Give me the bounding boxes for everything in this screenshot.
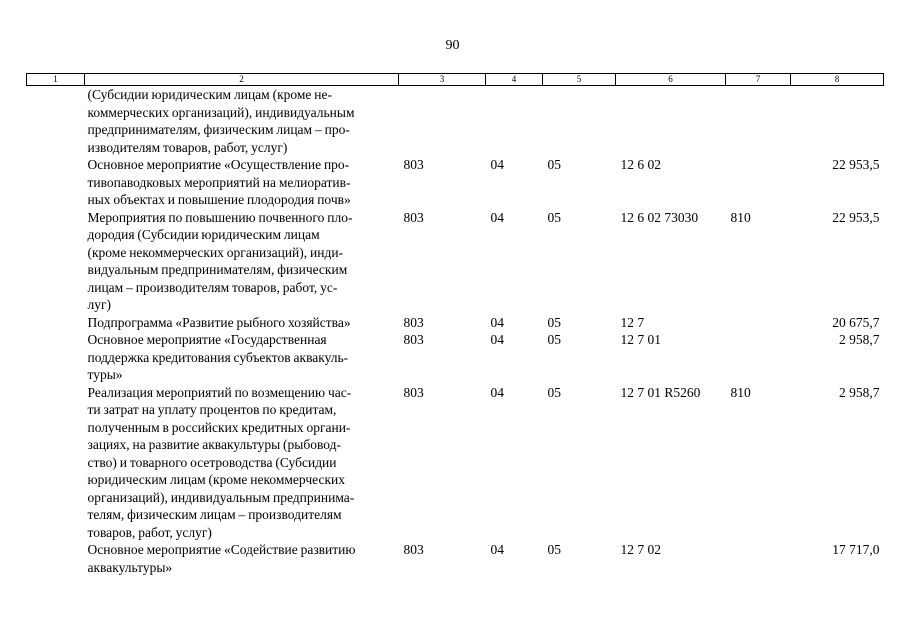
cell-row-number: [27, 541, 85, 576]
item-name-line: Реализация мероприятий по возмещению час-: [87, 384, 352, 400]
cell-target-article: 12 6 02 73030: [620, 209, 699, 225]
item-name-line: ти затрат на уплату процентов по кредитам,: [87, 402, 337, 417]
cell-ministry-code: 803: [403, 209, 424, 225]
cell-row-number: [27, 314, 85, 332]
cell-ministry-code: 803: [403, 542, 424, 557]
column-number-row: [27, 74, 884, 86]
cell-ministry-code: 803: [403, 384, 424, 400]
column-number: 2: [85, 74, 399, 86]
cell-subsection: 05: [547, 384, 561, 400]
item-name-line: видуальным предпринимателям, физическим: [87, 262, 348, 277]
cell-row-number: [27, 209, 85, 314]
cell-ministry-code: 803: [403, 314, 424, 330]
table-row: [27, 384, 884, 542]
page-number: 90: [445, 38, 460, 53]
column-number: 3: [399, 74, 486, 86]
cell-expense-type: [726, 331, 791, 384]
cell-ministry-code: [399, 86, 486, 157]
item-name-line: туры»: [87, 367, 123, 382]
budget-table: [26, 73, 884, 576]
cell-subsection: 05: [547, 157, 561, 172]
cell-section: 04: [490, 157, 504, 172]
table-row: [27, 156, 884, 209]
cell-item-name: [85, 384, 399, 542]
cell-item-name: [85, 331, 399, 384]
cell-amount: [791, 86, 884, 157]
cell-expense-type: 810: [730, 384, 751, 400]
cell-ministry-code: 803: [403, 332, 424, 347]
item-name-line: организаций), индивидуальным предпринима-: [87, 489, 355, 505]
table-row: [27, 541, 884, 576]
cell-amount: 17 717,0: [832, 542, 880, 557]
cell-subsection: 05: [547, 542, 561, 557]
cell-amount: 22 953,5: [832, 157, 880, 172]
column-number: 1: [27, 74, 85, 86]
item-name-line: Подпрограмма «Развитие рыбного хозяйства»: [87, 314, 351, 330]
cell-target-article: [616, 86, 726, 157]
item-name-line: коммерческих организаций), индивидуальным: [87, 104, 355, 120]
cell-item-name: [85, 541, 399, 576]
item-name-line: луг): [87, 297, 112, 312]
cell-expense-type: [726, 156, 791, 209]
cell-expense-type: [726, 541, 791, 576]
cell-section: 04: [490, 332, 504, 347]
cell-amount: 2 958,7: [839, 332, 880, 347]
cell-item-name: [85, 156, 399, 209]
cell-subsection: 05: [547, 332, 561, 347]
item-name-line: предпринимателям, физическим лицам – про-: [87, 122, 350, 137]
table-row: [27, 86, 884, 157]
cell-ministry-code: 803: [403, 157, 424, 172]
item-name-line: Мероприятия по повышению почвенного пло-: [87, 209, 353, 225]
item-name-line: юридическим лицам (кроме некоммерческих: [87, 472, 345, 487]
item-name-line: ных объектах и повышение плодородия почв»: [87, 192, 351, 207]
cell-target-article: 12 6 02: [620, 157, 661, 172]
cell-expense-type: [726, 314, 791, 332]
table-row: [27, 209, 884, 314]
cell-section: 04: [490, 209, 504, 225]
table-header: [27, 74, 884, 86]
item-name-line: товаров, работ, услуг): [87, 524, 212, 540]
cell-row-number: [27, 384, 85, 542]
table-row: [27, 331, 884, 384]
cell-section: 04: [490, 314, 504, 330]
cell-row-number: [27, 156, 85, 209]
column-number: 5: [543, 74, 616, 86]
cell-target-article: 12 7 02: [620, 542, 661, 557]
item-name-line: Основное мероприятие «Содействие развитию: [87, 542, 356, 557]
table-body: [27, 86, 884, 577]
cell-subsection: [543, 86, 616, 157]
item-name-line: телям, физическим лицам – производителям: [87, 507, 342, 522]
item-name-line: поддержка кредитования субъектов аквакуль-: [87, 349, 349, 365]
cell-amount: 2 958,7: [839, 384, 880, 400]
cell-item-name: [85, 209, 399, 314]
item-name-line: ство) и товарного осетроводства (Субсидии: [87, 454, 337, 470]
cell-section: 04: [490, 542, 504, 557]
cell-section: [486, 86, 543, 157]
item-name-line: Основное мероприятие «Государственная: [87, 332, 327, 347]
cell-subsection: 05: [547, 209, 561, 225]
column-number: 6: [616, 74, 726, 86]
cell-item-name: [85, 314, 399, 332]
item-name-line: зациях, на развитие аквакультуры (рыбовод-: [87, 437, 341, 452]
cell-row-number: [27, 331, 85, 384]
cell-row-number: [27, 86, 85, 157]
item-name-line: тивопаводковых мероприятий на мелиоратив-: [87, 174, 351, 190]
item-name-line: (Субсидии юридическим лицам (кроме не-: [87, 87, 332, 102]
cell-target-article: 12 7 01: [620, 332, 661, 347]
cell-amount: 22 953,5: [832, 209, 880, 225]
cell-expense-type: [726, 86, 791, 157]
cell-amount: 20 675,7: [832, 314, 880, 330]
column-number: 4: [486, 74, 543, 86]
table-row: [27, 314, 884, 332]
cell-subsection: 05: [547, 314, 561, 330]
cell-target-article: 12 7: [620, 314, 645, 330]
item-name-line: дородия (Субсидии юридическим лицам: [87, 227, 320, 242]
item-name-line: (кроме некоммерческих организаций), инди-: [87, 244, 344, 260]
item-name-line: полученным в российских кредитных органи-: [87, 419, 351, 435]
item-name-line: изводителям товаров, работ, услуг): [87, 139, 288, 155]
item-name-line: лицам – производителям товаров, работ, ус-: [87, 279, 338, 295]
cell-section: 04: [490, 384, 504, 400]
column-number: 8: [791, 74, 884, 86]
cell-target-article: 12 7 01 R5260: [620, 384, 701, 400]
column-number: 7: [726, 74, 791, 86]
item-name-line: аквакультуры»: [87, 559, 173, 575]
cell-expense-type: 810: [730, 209, 751, 225]
item-name-line: Основное мероприятие «Осуществление про-: [87, 157, 350, 172]
cell-item-name: [85, 86, 399, 157]
